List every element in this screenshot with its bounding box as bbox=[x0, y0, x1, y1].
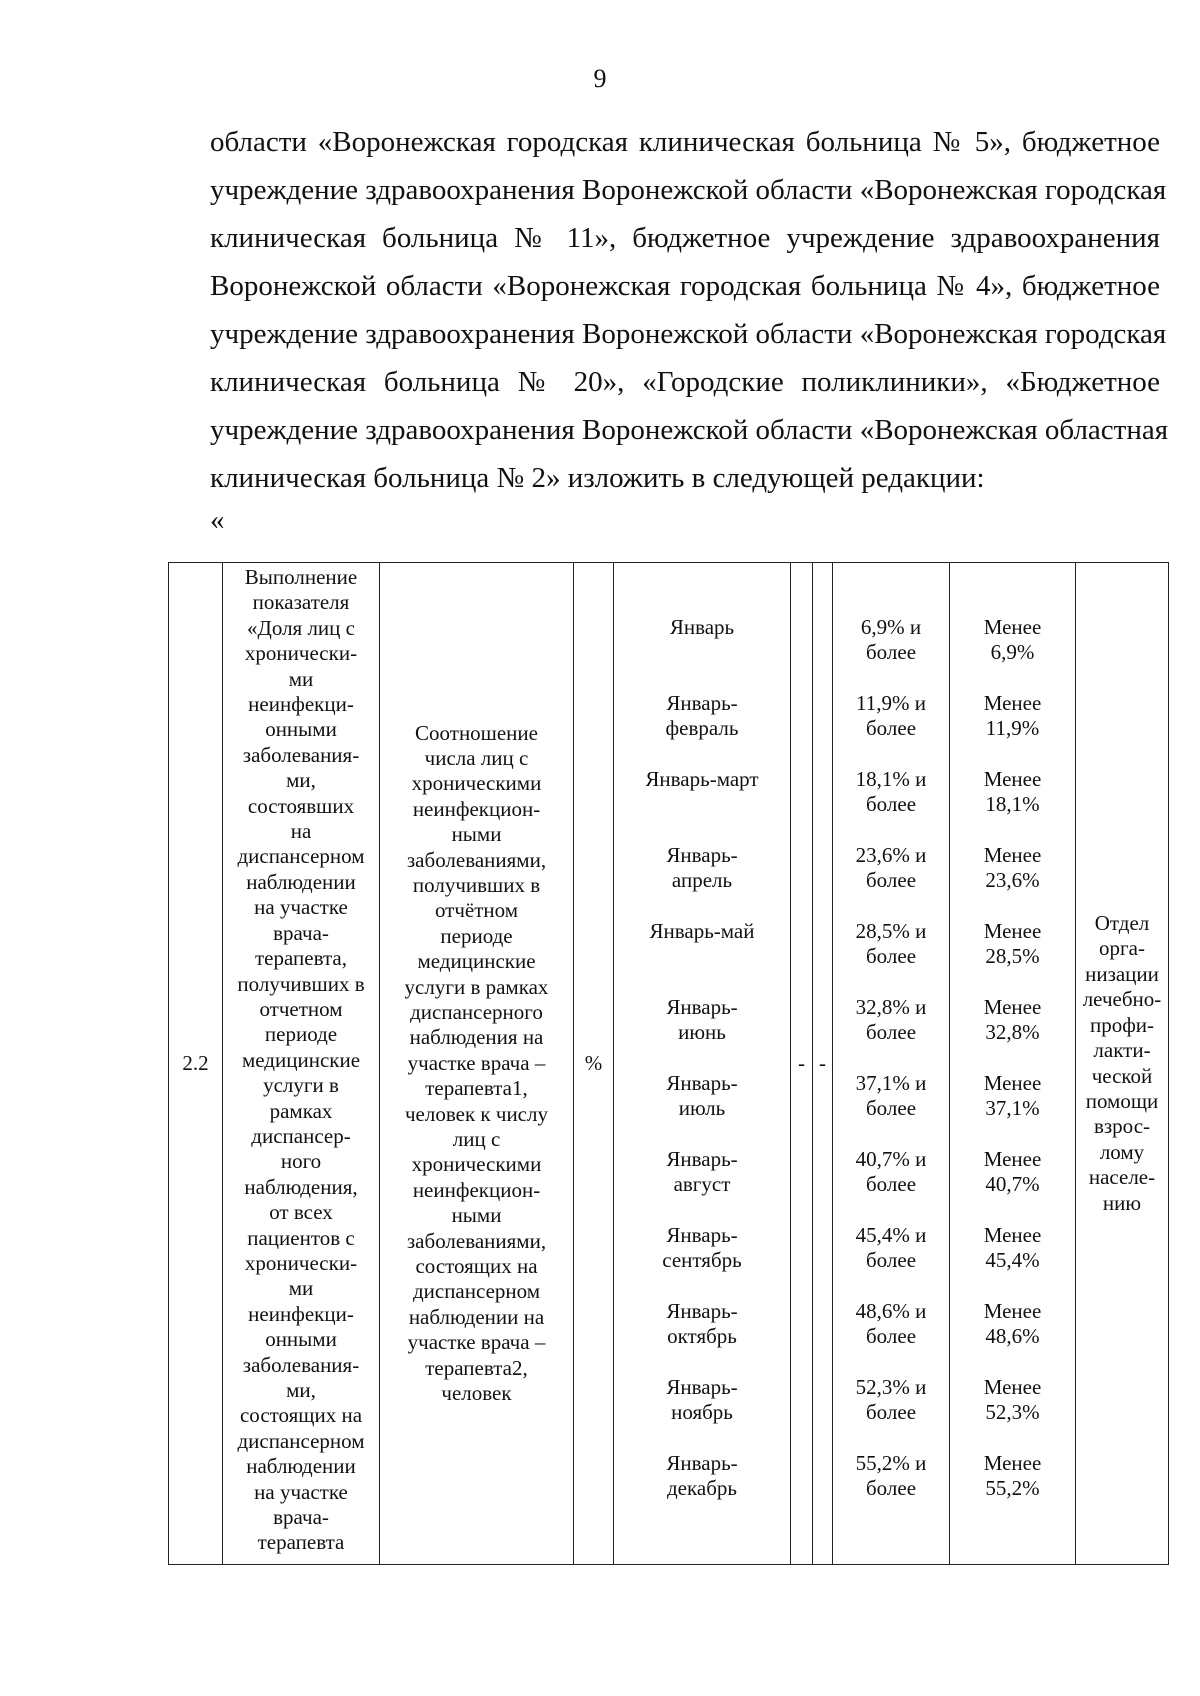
dash-cell-1 bbox=[791, 563, 813, 1565]
responsible-line: низации bbox=[1085, 961, 1159, 986]
period-item-line: Январь- bbox=[666, 995, 738, 1019]
indicator-line: врача- bbox=[273, 920, 329, 945]
period-item bbox=[614, 1071, 790, 1147]
formula-line: диспансерном bbox=[412, 1279, 541, 1304]
formula-line: ными bbox=[451, 822, 502, 847]
periods-cell bbox=[614, 563, 791, 1565]
target-item-line: 28,5% и bbox=[855, 919, 927, 943]
threshold-item bbox=[950, 1375, 1075, 1451]
responsible-text bbox=[1076, 911, 1168, 1216]
target-item-line: более bbox=[865, 792, 917, 817]
responsible-line: лакти- bbox=[1093, 1038, 1151, 1063]
target-item-line: более bbox=[865, 1476, 917, 1501]
threshold-item bbox=[950, 1147, 1075, 1223]
target-item bbox=[833, 615, 949, 691]
threshold-item bbox=[950, 995, 1075, 1071]
threshold-item bbox=[950, 843, 1075, 919]
threshold-item-line: 45,4% bbox=[985, 1248, 1040, 1273]
responsible-line: Отдел bbox=[1094, 911, 1150, 936]
target-item-line: более bbox=[865, 1096, 917, 1121]
formula-line: получивших в bbox=[412, 872, 541, 897]
indicator-line: онными bbox=[265, 717, 337, 742]
formula-line: периоде bbox=[440, 923, 513, 948]
target-item-line: более bbox=[865, 1400, 917, 1425]
threshold-item-line: 28,5% bbox=[985, 944, 1040, 969]
period-item bbox=[614, 1147, 790, 1223]
target-item bbox=[833, 691, 949, 767]
period-item-line: Январь- bbox=[666, 1071, 738, 1095]
targets-cell bbox=[833, 563, 950, 1565]
formula-line: числа лиц с bbox=[424, 745, 529, 770]
target-item bbox=[833, 1451, 949, 1527]
indicator-line: медицинские bbox=[241, 1047, 361, 1072]
threshold-item-line: 37,1% bbox=[985, 1096, 1040, 1121]
threshold-item-line: Менее bbox=[983, 615, 1042, 639]
period-item bbox=[614, 615, 790, 691]
indicator-line: отчетном bbox=[259, 996, 343, 1021]
threshold-item-line: 11,9% bbox=[985, 716, 1040, 741]
threshold-item-line: 52,3% bbox=[985, 1400, 1040, 1425]
formula-text bbox=[380, 721, 573, 1407]
target-item-line: более bbox=[865, 1172, 917, 1197]
threshold-item-line: Менее bbox=[983, 843, 1042, 867]
indicator-line: наблюдении bbox=[246, 869, 356, 894]
threshold-item bbox=[950, 919, 1075, 995]
row-number-cell bbox=[169, 563, 223, 1565]
target-item bbox=[833, 1147, 949, 1223]
indicator-line: неинфекци- bbox=[248, 692, 354, 717]
target-item bbox=[833, 1223, 949, 1299]
period-item bbox=[614, 843, 790, 919]
indicator-line: диспансерном bbox=[237, 844, 365, 869]
targets-list bbox=[833, 563, 949, 1527]
period-item-line: август bbox=[673, 1172, 731, 1197]
indicator-line: от всех bbox=[269, 1200, 333, 1225]
dash-value: - bbox=[798, 1050, 805, 1075]
intro-paragraph bbox=[210, 118, 1169, 502]
threshold-item bbox=[950, 1223, 1075, 1299]
responsible-line: нию bbox=[1102, 1190, 1142, 1215]
intro-line: учреждение здравоохранения Воронежской области «Воронежская областная bbox=[210, 414, 1169, 446]
formula-line: ными bbox=[451, 1203, 502, 1228]
threshold-item bbox=[950, 767, 1075, 843]
indicator-line: на участке bbox=[254, 1479, 348, 1504]
indicator-line: показателя bbox=[252, 590, 350, 615]
formula-line: Соотношение bbox=[415, 720, 538, 745]
target-item bbox=[833, 1375, 949, 1451]
threshold-item-line: Менее bbox=[983, 1451, 1042, 1475]
indicator-line: «Доля лиц с bbox=[247, 615, 355, 640]
threshold-item-line: 18,1% bbox=[985, 792, 1040, 817]
target-item-line: 32,8% и bbox=[855, 995, 927, 1019]
responsible-line: взрос- bbox=[1093, 1114, 1151, 1139]
indicator-line: наблюдении bbox=[246, 1454, 356, 1479]
target-item-line: 52,3% и bbox=[855, 1375, 927, 1399]
target-item bbox=[833, 767, 949, 843]
threshold-item bbox=[950, 615, 1075, 691]
period-item bbox=[614, 1223, 790, 1299]
threshold-item-line: Менее bbox=[983, 1223, 1042, 1247]
responsible-line: орга- bbox=[1099, 936, 1145, 961]
indicator-line: диспансерном bbox=[237, 1428, 365, 1453]
period-item-line: Январь- bbox=[666, 1375, 738, 1399]
indicator-cell bbox=[223, 563, 380, 1565]
opening-quote: « bbox=[210, 504, 225, 536]
indicator-line: врача- bbox=[273, 1505, 329, 1530]
threshold-item bbox=[950, 1299, 1075, 1375]
threshold-item bbox=[950, 691, 1075, 767]
formula-cell bbox=[380, 563, 574, 1565]
dash-cell-2 bbox=[813, 563, 833, 1565]
formula-line: медицинские bbox=[417, 949, 536, 974]
threshold-item bbox=[950, 1071, 1075, 1147]
responsible-line: лечебно- bbox=[1082, 987, 1162, 1012]
thresholds-list bbox=[950, 563, 1075, 1527]
target-item bbox=[833, 843, 949, 919]
period-item-line: Январь-май bbox=[649, 919, 755, 943]
indicator-line: ми bbox=[288, 666, 314, 691]
formula-line: состоящих на bbox=[415, 1254, 538, 1279]
period-item-line: июль bbox=[678, 1096, 726, 1121]
period-item bbox=[614, 1299, 790, 1375]
formula-line: участке врача – bbox=[407, 1330, 546, 1355]
responsible-cell bbox=[1076, 563, 1169, 1565]
indicator-line: ми, bbox=[286, 1378, 316, 1402]
formula-line: неинфекцион- bbox=[412, 796, 541, 821]
target-item-line: 37,1% и bbox=[855, 1071, 927, 1095]
threshold-item bbox=[950, 1451, 1075, 1527]
indicator-line: рамках bbox=[269, 1098, 333, 1123]
formula-line: хроническими bbox=[411, 1152, 542, 1177]
target-item-line: более bbox=[865, 1020, 917, 1045]
indicator-line: ми bbox=[288, 1276, 314, 1301]
indicator-line: заболевания- bbox=[242, 742, 360, 767]
period-item-line: декабрь bbox=[667, 1476, 737, 1501]
target-item bbox=[833, 1299, 949, 1375]
period-item-line: ноябрь bbox=[671, 1400, 733, 1425]
period-item-line: октябрь bbox=[667, 1324, 737, 1349]
period-item bbox=[614, 1451, 790, 1527]
periods-list bbox=[614, 563, 790, 1527]
target-item-line: более bbox=[865, 640, 917, 665]
target-item-line: более bbox=[865, 716, 917, 741]
target-item bbox=[833, 995, 949, 1071]
row-number: 2.2 bbox=[182, 1050, 209, 1075]
formula-line: заболеваниями, bbox=[406, 1228, 547, 1253]
target-item-line: 55,2% и bbox=[855, 1451, 927, 1475]
indicator-line: периоде bbox=[264, 1022, 338, 1047]
indicator-line: ного bbox=[280, 1149, 322, 1174]
period-item-line: Январь- bbox=[666, 1451, 738, 1475]
period-item bbox=[614, 919, 790, 995]
indicator-line: на bbox=[290, 819, 312, 844]
intro-line: области «Воронежская городская клиническая больница № 5», бюджетное bbox=[210, 126, 1160, 158]
target-item-line: 23,6% и bbox=[855, 843, 927, 867]
indicator-line: на участке bbox=[254, 895, 348, 920]
target-item-line: более bbox=[865, 1248, 917, 1273]
target-item-line: 48,6% и bbox=[855, 1299, 927, 1323]
responsible-line: помощи bbox=[1085, 1088, 1159, 1113]
indicator-line: пациентов с bbox=[247, 1225, 355, 1250]
indicator-table bbox=[168, 562, 1169, 1565]
threshold-item-line: Менее bbox=[983, 691, 1042, 715]
threshold-item-line: Менее bbox=[983, 919, 1042, 943]
indicator-line: терапевта, bbox=[255, 946, 347, 971]
target-item-line: 11,9% и bbox=[856, 691, 926, 715]
threshold-item-line: 6,9% bbox=[990, 640, 1035, 665]
period-item-line: февраль bbox=[665, 716, 739, 741]
formula-line: хроническими bbox=[411, 771, 542, 796]
threshold-item-line: Менее bbox=[983, 1299, 1042, 1323]
indicator-line: терапевта bbox=[257, 1530, 345, 1555]
period-item-line: Январь bbox=[669, 615, 735, 639]
threshold-item-line: 55,2% bbox=[985, 1476, 1040, 1501]
formula-line: отчётном bbox=[434, 898, 519, 923]
target-item-line: более bbox=[865, 944, 917, 969]
indicator-line: Выполнение bbox=[244, 565, 358, 589]
threshold-item-line: 40,7% bbox=[985, 1172, 1040, 1197]
dash-value: - bbox=[819, 1050, 826, 1075]
responsible-line: профи- bbox=[1089, 1012, 1155, 1037]
indicator-line: заболевания- bbox=[242, 1352, 360, 1377]
intro-line: клиническая больница № 11», бюджетное учреждение здравоохранения bbox=[210, 222, 1160, 254]
period-item bbox=[614, 767, 790, 843]
indicator-line: диспансер- bbox=[251, 1123, 351, 1148]
target-item-line: 6,9% и bbox=[860, 615, 922, 639]
threshold-item-line: 48,6% bbox=[985, 1324, 1040, 1349]
table-row bbox=[169, 563, 1169, 1565]
period-item-line: Январь- bbox=[666, 843, 738, 867]
formula-line: наблюдении на bbox=[408, 1304, 545, 1329]
period-item-line: сентябрь bbox=[662, 1248, 742, 1273]
period-item bbox=[614, 1375, 790, 1451]
unit-cell bbox=[574, 563, 614, 1565]
period-item-line: Январь- bbox=[666, 1299, 738, 1323]
indicator-line: онными bbox=[265, 1327, 337, 1352]
period-item-line: Январь-март bbox=[645, 767, 759, 791]
period-item bbox=[614, 691, 790, 767]
indicator-line: ми, bbox=[286, 768, 316, 793]
period-item-line: июнь bbox=[678, 1020, 726, 1045]
formula-line: диспансерного bbox=[410, 999, 543, 1024]
indicator-line: неинфекци- bbox=[248, 1301, 354, 1326]
formula-line: лиц с bbox=[452, 1127, 501, 1152]
indicator-line: состоящих на bbox=[239, 1403, 363, 1428]
threshold-item-line: 23,6% bbox=[985, 868, 1040, 893]
thresholds-cell bbox=[950, 563, 1076, 1565]
responsible-line: лому bbox=[1099, 1139, 1145, 1164]
page-number: 9 bbox=[593, 64, 607, 93]
intro-line: клиническая больница № 20», «Городские поликлиники», «Бюджетное bbox=[210, 366, 1160, 398]
target-item-line: 45,4% и bbox=[855, 1223, 927, 1247]
target-item bbox=[833, 1071, 949, 1147]
formula-line: терапевта1, bbox=[425, 1076, 528, 1101]
period-item-line: Январь- bbox=[666, 1147, 738, 1171]
indicator-line: наблюдения, bbox=[244, 1174, 358, 1199]
threshold-item-line: Менее bbox=[983, 995, 1042, 1019]
period-item bbox=[614, 995, 790, 1071]
indicator-text bbox=[223, 563, 379, 1556]
threshold-item-line: Менее bbox=[983, 767, 1042, 791]
formula-line: неинфекцион- bbox=[412, 1177, 541, 1202]
period-item-line: Январь- bbox=[666, 691, 738, 715]
indicator-line: состоявших bbox=[247, 793, 355, 818]
target-item-line: 40,7% и bbox=[855, 1147, 927, 1171]
formula-line: услуги в рамках bbox=[404, 974, 549, 999]
indicator-line: получивших в bbox=[237, 971, 365, 996]
intro-line: клиническая больница № 2» изложить в следующей редакции: bbox=[210, 462, 985, 494]
formula-line: человек bbox=[441, 1381, 512, 1406]
indicator-line: хронически- bbox=[244, 641, 358, 666]
intro-line: Воронежской области «Воронежская городская больница № 4», бюджетное bbox=[210, 270, 1160, 302]
period-item-line: апрель bbox=[671, 868, 733, 893]
target-item-line: 18,1% и bbox=[855, 767, 927, 791]
threshold-item-line: Менее bbox=[983, 1147, 1042, 1171]
target-item bbox=[833, 919, 949, 995]
responsible-line: населе- bbox=[1088, 1165, 1156, 1190]
formula-line: наблюдения на bbox=[409, 1025, 544, 1050]
threshold-item-line: Менее bbox=[983, 1375, 1042, 1399]
period-item-line: Январь- bbox=[666, 1223, 738, 1247]
intro-line: учреждение здравоохранения Воронежской области «Воронежская городская bbox=[210, 174, 1167, 206]
unit: % bbox=[584, 1050, 603, 1075]
indicator-line: услуги в bbox=[263, 1073, 339, 1098]
threshold-item-line: Менее bbox=[983, 1071, 1042, 1095]
responsible-line: ческой bbox=[1091, 1063, 1153, 1088]
indicator-line: хронически- bbox=[244, 1250, 358, 1275]
formula-line: терапевта2, bbox=[425, 1355, 528, 1380]
target-item-line: более bbox=[865, 1324, 917, 1349]
target-item-line: более bbox=[865, 868, 917, 893]
formula-line: участке врача – bbox=[407, 1050, 546, 1075]
formula-line: заболеваниями, bbox=[406, 847, 547, 872]
intro-line: учреждение здравоохранения Воронежской области «Воронежская городская bbox=[210, 318, 1167, 350]
formula-line: человек к числу bbox=[405, 1101, 548, 1126]
threshold-item-line: 32,8% bbox=[985, 1020, 1040, 1045]
